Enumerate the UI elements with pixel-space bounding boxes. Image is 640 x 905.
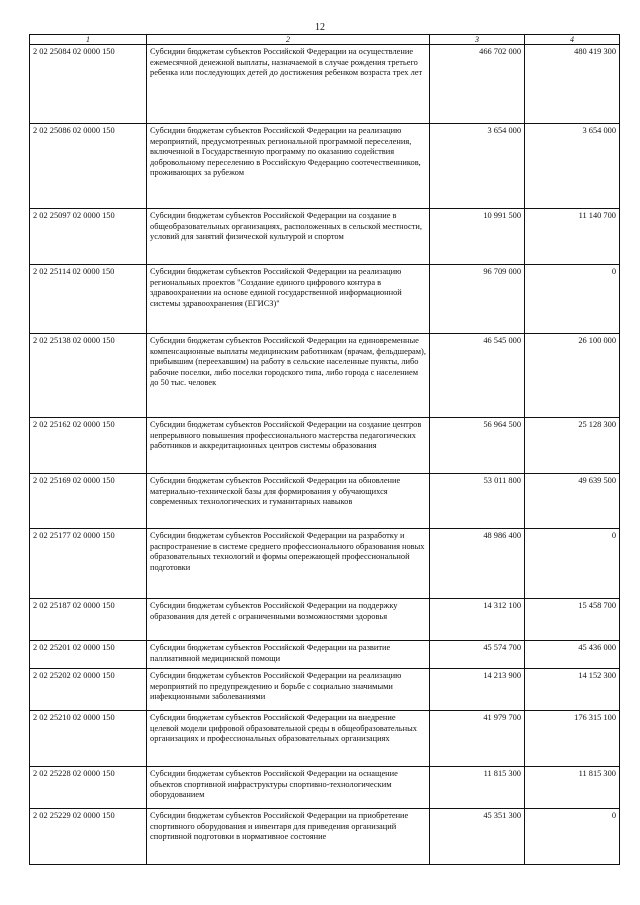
table-row [30,809,620,865]
table-row [30,209,620,265]
amount-year-2-cell: 11 140 700 [525,209,620,265]
budget-code-cell: 2 02 25114 02 0000 150 [30,265,147,334]
budget-code-cell: 2 02 25169 02 0000 150 [30,474,147,529]
amount-year-2-cell: 0 [525,265,620,334]
column-number-row [30,35,620,45]
budget-code-cell: 2 02 25162 02 0000 150 [30,418,147,474]
budget-code-cell: 2 02 25229 02 0000 150 [30,809,147,865]
amount-year-1-cell: 53 011 800 [430,474,525,529]
revenue-name-cell: Субсидии бюджетам субъектов Российской Федерации на реализацию мероприятий, предусмотренных региональной программой переселения, включенной в Государственную программу по оказанию содействия добровольному переселению в Российскую Федерацию соотечественников, проживающих за рубежом [147,124,430,209]
revenue-name-cell: Субсидии бюджетам субъектов Российской Федерации на единовременные компенсационные выплаты медицинским работникам (врачам, фельдшерам), прибывшим (переехавшим) на работу в сельские населенные пункты, либо рабочие поселки, либо поселки городского типа, либо города с населением до 50 тыс. человек [147,334,430,418]
amount-year-2-cell: 14 152 300 [525,669,620,711]
amount-year-2-cell: 480 419 300 [525,45,620,124]
amount-year-2-cell: 3 654 000 [525,124,620,209]
table-row [30,669,620,711]
revenue-name-cell: Субсидии бюджетам субъектов Российской Федерации на развитие паллиативной медицинской помощи [147,641,430,669]
table-row [30,265,620,334]
amount-year-1-cell: 14 213 900 [430,669,525,711]
table-row [30,711,620,767]
revenue-name-cell: Субсидии бюджетам субъектов Российской Федерации на создание центров непрерывного повышения профессионального мастерства педагогических работников и аккредитационных центров системы образования [147,418,430,474]
table-row [30,767,620,809]
table-row [30,45,620,124]
table-row [30,334,620,418]
amount-year-1-cell: 45 351 300 [430,809,525,865]
amount-year-1-cell: 41 979 700 [430,711,525,767]
amount-year-1-cell: 10 991 500 [430,209,525,265]
budget-code-cell: 2 02 25210 02 0000 150 [30,711,147,767]
revenue-name-cell: Субсидии бюджетам субъектов Российской Федерации на поддержку образования для детей с ограниченными возможностями здоровья [147,599,430,641]
budget-code-cell: 2 02 25097 02 0000 150 [30,209,147,265]
amount-year-2-cell: 15 458 700 [525,599,620,641]
revenue-name-cell: Субсидии бюджетам субъектов Российской Федерации на создание в общеобразовательных организациях, расположенных в сельской местности, условий для занятий физической культурой и спортом [147,209,430,265]
budget-code-cell: 2 02 25228 02 0000 150 [30,767,147,809]
table-row [30,474,620,529]
amount-year-1-cell: 56 964 500 [430,418,525,474]
table-row [30,599,620,641]
budget-code-cell: 2 02 25086 02 0000 150 [30,124,147,209]
amount-year-2-cell: 0 [525,529,620,599]
budget-code-cell: 2 02 25177 02 0000 150 [30,529,147,599]
revenue-name-cell: Субсидии бюджетам субъектов Российской Федерации на внедрение целевой модели цифровой образовательной среды в общеобразовательных организациях и профессиональных образовательных организациях [147,711,430,767]
amount-year-1-cell: 96 709 000 [430,265,525,334]
revenue-name-cell: Субсидии бюджетам субъектов Российской Федерации на приобретение спортивного оборудования и инвентаря для приведения организаций спортивной подготовки в нормативное состояние [147,809,430,865]
column-number-code: 1 [30,35,147,45]
amount-year-2-cell: 11 815 300 [525,767,620,809]
budget-code-cell: 2 02 25202 02 0000 150 [30,669,147,711]
revenue-name-cell: Субсидии бюджетам субъектов Российской Федерации на обновление материально-технической базы для формирования у обучающихся современных технологических и гуманитарных навыков [147,474,430,529]
amount-year-2-cell: 0 [525,809,620,865]
amount-year-2-cell: 49 639 500 [525,474,620,529]
budget-code-cell: 2 02 25201 02 0000 150 [30,641,147,669]
budget-code-cell: 2 02 25084 02 0000 150 [30,45,147,124]
page-number: 12 [315,22,325,33]
column-number-year-1: 3 [430,35,525,45]
amount-year-1-cell: 14 312 100 [430,599,525,641]
amount-year-1-cell: 46 545 000 [430,334,525,418]
table-row [30,124,620,209]
table-row [30,641,620,669]
amount-year-2-cell: 176 315 100 [525,711,620,767]
amount-year-1-cell: 45 574 700 [430,641,525,669]
amount-year-2-cell: 26 100 000 [525,334,620,418]
amount-year-2-cell: 45 436 000 [525,641,620,669]
table-row [30,529,620,599]
amount-year-1-cell: 11 815 300 [430,767,525,809]
column-number-name: 2 [147,35,430,45]
budget-code-cell: 2 02 25138 02 0000 150 [30,334,147,418]
amount-year-2-cell: 25 128 300 [525,418,620,474]
budget-code-cell: 2 02 25187 02 0000 150 [30,599,147,641]
revenue-name-cell: Субсидии бюджетам субъектов Российской Федерации на осуществление ежемесячной денежной выплаты, назначаемой в случае рождения третьего ребенка или последующих детей до достижения ребенком возраста трех лет [147,45,430,124]
budget-revenue-table [29,34,620,865]
table-row [30,418,620,474]
amount-year-1-cell: 48 986 400 [430,529,525,599]
amount-year-1-cell: 466 702 000 [430,45,525,124]
revenue-name-cell: Субсидии бюджетам субъектов Российской Федерации на оснащение объектов спортивной инфраструктуры спортивно-технологическим оборудованием [147,767,430,809]
revenue-name-cell: Субсидии бюджетам субъектов Российской Федерации на реализацию региональных проектов "Создание единого цифрового контура в здравоохранении на основе единой государственной информационной системы здравоохранения (ЕГИСЗ)" [147,265,430,334]
revenue-name-cell: Субсидии бюджетам субъектов Российской Федерации на реализацию мероприятий по предупреждению и борьбе с социально значимыми инфекционными заболеваниями [147,669,430,711]
column-number-year-2: 4 [525,35,620,45]
revenue-name-cell: Субсидии бюджетам субъектов Российской Федерации на разработку и распространение в системе среднего профессионального образования новых образовательных технологий и формы опережающей профессиональной подготовки [147,529,430,599]
amount-year-1-cell: 3 654 000 [430,124,525,209]
